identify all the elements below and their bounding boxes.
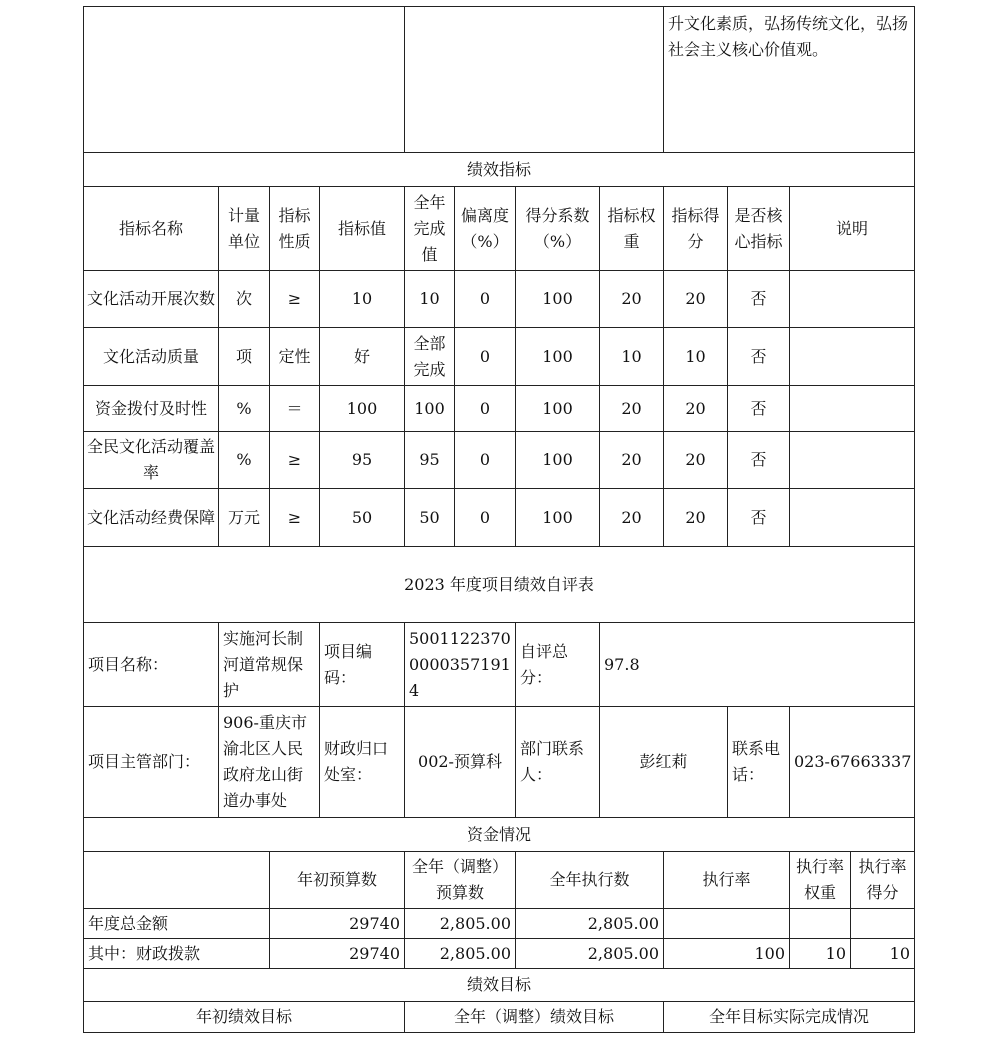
funds-row-initial-text: 29740 <box>349 913 400 933</box>
ind-header-weight-text: 指标权重 <box>607 205 656 251</box>
funds-row-rate-text: 100 <box>754 943 785 963</box>
ind-row-nature <box>269 327 320 386</box>
ind-header-actual-text: 全年完成值 <box>413 192 446 264</box>
project-name-value <box>218 622 320 707</box>
ind-row-note <box>789 270 915 328</box>
ind-header-coef <box>515 186 600 271</box>
ind-row-deviation <box>454 327 516 386</box>
ind-row-actual <box>404 488 455 547</box>
ind-row-core <box>727 488 790 547</box>
ind-row-weight <box>599 385 664 432</box>
ind-row-weight-text: 20 <box>621 289 642 308</box>
ind-row-score <box>663 270 728 328</box>
funds-header-adjusted-text: 全年（调整）预算数 <box>412 857 509 902</box>
funds-row-executed <box>515 908 664 939</box>
ind-row-core-text: 否 <box>750 507 767 527</box>
indicators-section-title-text: 绩效指标 <box>466 159 531 179</box>
ind-row-core-text: 否 <box>750 346 767 366</box>
ind-row-name <box>83 488 219 547</box>
goals-header-initial-text: 年初绩效目标 <box>195 1007 292 1026</box>
goals-header-adjusted-text: 全年（调整）绩效目标 <box>453 1007 614 1026</box>
ind-header-name <box>83 186 219 271</box>
project-phone-value <box>789 706 915 818</box>
ind-header-score <box>663 186 728 271</box>
ind-row-deviation-text: 0 <box>479 398 491 418</box>
ind-row-coef-text: 100 <box>542 346 573 366</box>
ind-row-coef-text: 100 <box>542 289 573 308</box>
project-phone-label <box>727 706 790 818</box>
funds-header-initial <box>269 851 405 909</box>
ind-row-value <box>319 431 405 489</box>
ind-row-unit-text: 项 <box>235 346 252 366</box>
ind-header-unit-text: 计量单位 <box>227 205 260 251</box>
funds-header-blank <box>83 851 270 909</box>
ind-header-deviation <box>454 186 516 271</box>
ind-header-value <box>319 186 405 271</box>
ind-row-deviation <box>454 385 516 432</box>
funds-header-rate-weight-text: 执行率权重 <box>795 857 844 902</box>
ind-row-unit <box>218 488 270 547</box>
ind-header-actual <box>404 186 455 271</box>
project-name-value-text: 实施河长制河道常规保护 <box>223 628 304 700</box>
ind-row-nature-text: ＝ <box>286 398 303 418</box>
ind-header-core <box>727 186 790 271</box>
ind-row-coef <box>515 385 600 432</box>
ind-row-unit-text: 次 <box>235 289 252 308</box>
project-code-value-text: 500112237000003571914 <box>409 628 511 700</box>
ind-row-weight-text: 20 <box>621 507 642 527</box>
goals-section-title-text: 绩效目标 <box>466 975 531 994</box>
funds-section-title <box>83 817 915 852</box>
project-dept-label <box>83 706 219 818</box>
ind-row-actual-text: 50 <box>419 507 440 527</box>
ind-row-name-text: 文化活动质量 <box>102 346 199 366</box>
project-dept-label-text: 项目主管部门： <box>88 752 201 771</box>
ind-row-value <box>319 270 405 328</box>
ind-row-core <box>727 270 790 328</box>
ind-row-core <box>727 431 790 489</box>
ind-row-name-text: 文化活动经费保障 <box>87 507 216 527</box>
project-office-value-text: 002-预算科 <box>418 752 502 771</box>
funds-header-rate-weight <box>789 851 851 909</box>
ind-row-core <box>727 385 790 432</box>
funds-row-label <box>83 938 270 969</box>
funds-row-rate-weight-text: 10 <box>825 943 846 963</box>
ind-row-name <box>83 385 219 432</box>
ind-row-coef <box>515 488 600 547</box>
project-phone-value-text: 023-67663337 <box>794 752 912 771</box>
funds-row-initial <box>269 908 405 939</box>
top-cell-3 <box>663 6 915 153</box>
ind-header-note-text: 说明 <box>835 218 868 238</box>
ind-row-deviation-text: 0 <box>479 450 491 469</box>
ind-row-weight <box>599 488 664 547</box>
ind-row-nature-text: 定性 <box>278 346 311 366</box>
ind-header-unit <box>218 186 270 271</box>
ind-row-actual-text: 全部完成 <box>413 333 446 379</box>
project-table-title <box>83 546 915 623</box>
funds-header-rate-score <box>850 851 915 909</box>
ind-row-unit-text: % <box>236 398 252 418</box>
ind-row-score <box>663 327 728 386</box>
ind-row-score-text: 20 <box>685 450 706 469</box>
project-code-value <box>404 622 516 707</box>
project-table-title-text: 2023 年度项目绩效自评表 <box>404 574 594 594</box>
funds-row-initial-text: 29740 <box>349 943 400 963</box>
ind-row-note <box>789 431 915 489</box>
funds-header-executed-text: 全年执行数 <box>549 870 630 889</box>
ind-row-coef <box>515 270 600 328</box>
project-code-label-text: 项目编码： <box>324 641 373 687</box>
project-contact-label-text: 部门联系人： <box>520 739 585 784</box>
ind-row-coef-text: 100 <box>542 507 573 527</box>
ind-header-core-text: 是否核心指标 <box>734 205 783 251</box>
indicators-section-title <box>83 152 915 187</box>
ind-row-name-text: 文化活动开展次数 <box>87 289 216 308</box>
ind-row-coef-text: 100 <box>542 398 573 418</box>
project-name-label <box>83 622 219 707</box>
ind-row-note <box>789 327 915 386</box>
goals-header-actual <box>663 1001 915 1033</box>
ind-row-coef <box>515 327 600 386</box>
ind-row-note <box>789 488 915 547</box>
project-phone-label-text: 联系电话： <box>732 739 781 784</box>
ind-row-deviation-text: 0 <box>479 346 491 366</box>
ind-row-unit <box>218 270 270 328</box>
ind-row-weight <box>599 327 664 386</box>
project-dept-value <box>218 706 320 818</box>
ind-row-unit-text: % <box>236 450 252 469</box>
goals-header-initial <box>83 1001 405 1033</box>
funds-header-rate <box>663 851 790 909</box>
funds-row-executed <box>515 938 664 969</box>
funds-row-executed-text: 2,805.00 <box>587 913 659 933</box>
project-score-value-text: 97.8 <box>604 654 640 674</box>
ind-row-core-text: 否 <box>750 289 767 308</box>
ind-row-score <box>663 431 728 489</box>
goals-header-adjusted <box>404 1001 664 1033</box>
project-office-label <box>319 706 405 818</box>
ind-row-name-text: 资金拨付及时性 <box>94 398 207 418</box>
project-score-label-text: 自评总分： <box>520 641 569 687</box>
project-score-value <box>599 622 915 707</box>
ind-header-value-text: 指标值 <box>337 218 386 238</box>
ind-row-nature-text: ≥ <box>287 450 302 469</box>
top-cell-1 <box>83 6 405 153</box>
ind-row-value <box>319 488 405 547</box>
ind-row-actual-text: 95 <box>419 450 440 469</box>
ind-row-actual-text: 100 <box>414 398 445 418</box>
ind-row-actual <box>404 327 455 386</box>
ind-row-unit <box>218 327 270 386</box>
ind-header-nature-text: 指标性质 <box>278 205 311 251</box>
ind-header-deviation-text: 偏离度（%） <box>460 205 509 251</box>
funds-row-label <box>83 908 270 939</box>
project-code-label <box>319 622 405 707</box>
ind-header-weight <box>599 186 664 271</box>
funds-row-label-text: 其中：财政拨款 <box>88 943 201 963</box>
funds-header-initial-text: 年初预算数 <box>296 870 377 889</box>
project-dept-value-text: 906-重庆市渝北区人民政府龙山街道办事处 <box>223 713 307 810</box>
ind-row-coef-text: 100 <box>542 450 573 469</box>
ind-row-weight <box>599 270 664 328</box>
funds-header-rate-score-text: 执行率得分 <box>858 857 907 902</box>
ind-row-value-text: 10 <box>351 289 373 308</box>
funds-row-rate-score <box>850 938 915 969</box>
funds-row-adjusted <box>404 938 516 969</box>
ind-header-note <box>789 186 915 271</box>
ind-row-value-text: 95 <box>351 450 373 469</box>
project-score-label <box>515 622 600 707</box>
ind-row-deviation-text: 0 <box>479 289 491 308</box>
ind-row-score-text: 10 <box>685 346 706 366</box>
ind-row-weight-text: 20 <box>621 398 642 418</box>
ind-row-nature <box>269 385 320 432</box>
ind-row-score-text: 20 <box>685 289 706 308</box>
ind-row-nature <box>269 431 320 489</box>
ind-row-actual-text: 10 <box>419 289 440 308</box>
funds-header-adjusted <box>404 851 516 909</box>
ind-row-score <box>663 488 728 547</box>
top-cell-3-text: 升文化素质，弘扬传统文化，弘扬社会主义核心价值观。 <box>668 14 909 59</box>
ind-row-value <box>319 385 405 432</box>
ind-row-core <box>727 327 790 386</box>
ind-row-deviation <box>454 488 516 547</box>
top-cell-2 <box>404 6 664 153</box>
funds-row-initial <box>269 938 405 969</box>
funds-row-adjusted <box>404 908 516 939</box>
funds-row-rate-score <box>850 908 915 939</box>
ind-header-score-text: 指标得分 <box>671 205 720 251</box>
project-office-value <box>404 706 516 818</box>
ind-row-nature <box>269 488 320 547</box>
ind-row-value-text: 50 <box>351 507 373 527</box>
funds-header-rate-text: 执行率 <box>702 870 751 889</box>
ind-row-actual <box>404 270 455 328</box>
project-contact-value <box>599 706 728 818</box>
ind-header-coef-text: 得分系数（%） <box>525 205 590 251</box>
ind-row-nature-text: ≥ <box>287 289 302 308</box>
funds-row-rate-weight <box>789 938 851 969</box>
ind-row-nature-text: ≥ <box>287 507 302 527</box>
funds-section-title-text: 资金情况 <box>466 824 531 844</box>
funds-row-rate-score-text: 10 <box>889 943 910 963</box>
ind-row-core-text: 否 <box>750 450 767 469</box>
ind-header-nature <box>269 186 320 271</box>
ind-row-weight-text: 20 <box>621 450 642 469</box>
ind-row-actual <box>404 385 455 432</box>
funds-row-rate <box>663 938 790 969</box>
ind-row-unit <box>218 431 270 489</box>
ind-row-value <box>319 327 405 386</box>
ind-row-core-text: 否 <box>750 398 767 418</box>
ind-row-coef <box>515 431 600 489</box>
funds-header-executed <box>515 851 664 909</box>
funds-row-adjusted-text: 2,805.00 <box>439 913 511 933</box>
project-office-label-text: 财政归口处室： <box>324 739 389 784</box>
ind-row-value-text: 100 <box>346 398 378 418</box>
ind-row-value-text: 好 <box>353 346 370 366</box>
ind-row-weight <box>599 431 664 489</box>
funds-row-rate-weight <box>789 908 851 939</box>
ind-row-name <box>83 431 219 489</box>
ind-row-note <box>789 385 915 432</box>
goals-header-actual-text: 全年目标实际完成情况 <box>708 1007 869 1026</box>
ind-row-nature <box>269 270 320 328</box>
funds-row-rate <box>663 908 790 939</box>
ind-row-name-text: 全民文化活动覆盖率 <box>87 437 216 482</box>
ind-row-deviation-text: 0 <box>479 507 491 527</box>
goals-section-title <box>83 968 915 1002</box>
funds-row-executed-text: 2,805.00 <box>587 943 659 963</box>
ind-row-weight-text: 10 <box>621 346 642 366</box>
project-contact-value-text: 彭红莉 <box>639 752 688 771</box>
project-name-label-text: 项目名称： <box>88 654 169 674</box>
ind-row-name <box>83 270 219 328</box>
ind-row-unit-text: 万元 <box>227 507 260 527</box>
ind-row-deviation <box>454 270 516 328</box>
ind-row-score-text: 20 <box>685 507 706 527</box>
ind-row-deviation <box>454 431 516 489</box>
ind-row-name <box>83 327 219 386</box>
ind-row-score <box>663 385 728 432</box>
project-contact-label <box>515 706 600 818</box>
ind-header-name-text: 指标名称 <box>118 218 183 238</box>
ind-row-score-text: 20 <box>685 398 706 418</box>
ind-row-unit <box>218 385 270 432</box>
funds-row-adjusted-text: 2,805.00 <box>439 943 511 963</box>
ind-row-actual <box>404 431 455 489</box>
funds-row-label-text: 年度总金额 <box>88 913 169 933</box>
